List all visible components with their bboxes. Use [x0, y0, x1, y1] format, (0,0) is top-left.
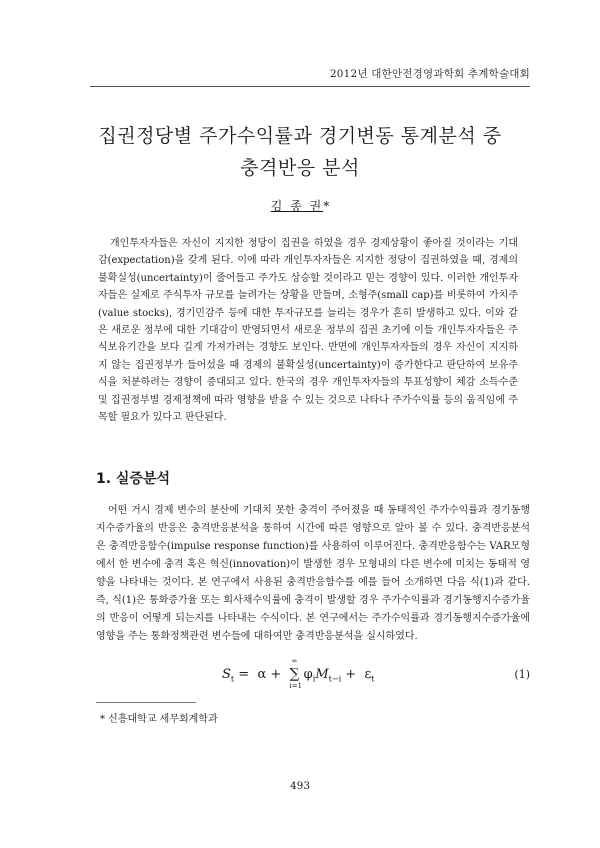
eq-lhs: S	[222, 667, 231, 682]
equation-expression	[222, 657, 375, 690]
author-name: 김 종 권	[270, 199, 324, 213]
title-line-1: 집권정당별 주가수익률과 경기변동 통계분석 중	[98, 125, 502, 147]
eq-sum-symbol: ∑	[289, 666, 300, 682]
eq-lhs-sub: t	[230, 674, 235, 684]
eq-epsilon-sub: t	[371, 674, 375, 684]
eq-plus-2: +	[345, 667, 357, 682]
eq-m-sub: t−i	[328, 674, 342, 684]
abstract-paragraph: 개인투자자들은 자신이 지지한 정당이 집권을 하였을 경우 경제상황이 좋아질 것이라는 기대감(expectation)을 갖게 된다. 이에 따라 개인투자자들은 지지한 정당이 집권하였을 때, 경제의 불확실성(uncertainty)이 줄어들고 주가도 상승할 것이라고 믿는 경향이 있다. 이러한 개인투자자들은 실제로 주식투자 규모를 늘려가는 상황을 만들며, 소형주(small cap)를 비롯하여 가치주(value stocks), 경기민감주 등에 대한 투자규모를 늘리는 경우가 흔히 발생하고 있다. 이와 같은 새로운 정부에 대한 기대감이 반영되면서 새로운 정부의 집권 초기에 이들 개인투자자들은 주식보유기간을 보다 길게 가져가려는 경향도 보인다. 반면에 개인투자자들의 경우 자신이 지지하지 않는 집권정부가 들어섰을 때 경제의 불확실성(uncertainty)이 증가한다고 판단하여 보유주식을 처분하려는 경향이 증대되고 있다. 한국의 경우 개인투자자들의 투표성향이 체감 소득수준 및 집권정부별 경제정책에 따라 영향을 받을 수 있는 것으로 나타나 주가수익률 등의 움직임에 주목할 필요가 있다고 판단된다.	[98, 238, 518, 424]
page-number: 493	[289, 780, 311, 792]
eq-sum	[289, 657, 303, 690]
author-line	[0, 197, 600, 214]
equation-number: (1)	[514, 668, 530, 681]
author-footnote-mark: *	[323, 199, 330, 213]
section-heading: 1. 실증분석	[96, 471, 171, 487]
paper-title	[70, 120, 530, 184]
eq-sum-upper: ∞	[291, 657, 298, 665]
eq-phi: φ	[303, 667, 313, 682]
eq-equals: =	[238, 667, 250, 682]
eq-phi-sub: i	[312, 674, 316, 684]
eq-epsilon: ε	[364, 667, 372, 682]
eq-m: M	[315, 667, 329, 682]
header-rule	[90, 86, 530, 87]
title-line-2: 충격반응 분석	[240, 157, 360, 179]
body-paragraph: 어떤 거시 경제 변수의 분산에 기대치 못한 충격이 주어졌을 때 동태적인 주가수익률과 경기동행지수증가율의 반응은 충격반응분석을 통하여 시간에 따른 영향으로 알아 볼 수 있다. 충격반응분석은 충격반응함수(impulse response function)를 사용하여 이루어진다. 충격반응함수는 VAR모형에서 한 변수에 충격 혹은 혁신(innovation)이 발생한 경우 모형내의 다른 변수에 미치는 동태적 영향을 나타내는 것이다. 본 연구에서 사용된 충격반응함수를 예를 들어 소개하면 다음 식(1)과 같다. 즉, 식(1)은 통화증가율 또는 회사채수익률에 충격이 발생할 경우 주가수익률과 경기동행지수증가율의 반응이 어떻게 되는지를 나타내는 수식이다. 본 연구에서는 주가수익률과 경기동행지수증가율에 영향을 주는 통화정책관련 변수들에 대하여만 충격반응분석을 실시하였다.	[96, 505, 530, 642]
eq-sum-lower: i=1	[289, 682, 303, 690]
equation-1	[96, 657, 530, 692]
footnote: * 신흥대학교 세무회계학과	[100, 714, 218, 725]
eq-plus: +	[270, 667, 282, 682]
footnote-rule	[96, 702, 196, 703]
running-header: 2012년 대한안전경영과학회 추계학술대회	[329, 68, 530, 80]
eq-alpha: α	[257, 667, 267, 682]
